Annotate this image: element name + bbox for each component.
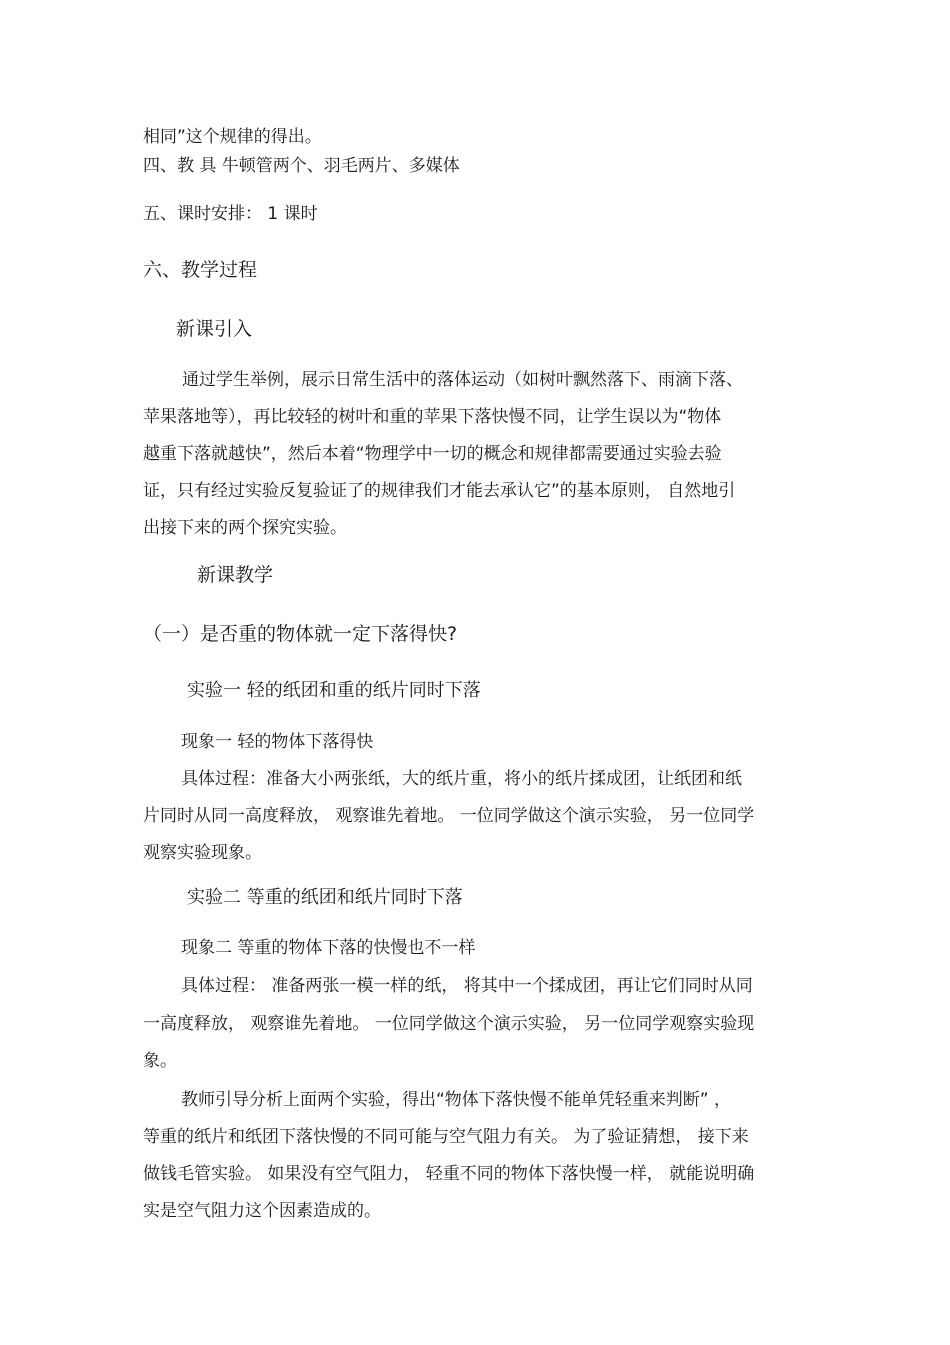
paragraph-line: 片同时从同一高度释放， 观察谁先着地。 一位同学做这个演示实验， 另一位同学 bbox=[143, 806, 755, 826]
paragraph-line: 实是空气阻力这个因素造成的。 bbox=[143, 1201, 381, 1221]
paragraph-line: 观察实验现象。 bbox=[143, 843, 262, 863]
experiment-title: 实验一 轻的纸团和重的纸片同时下落 bbox=[187, 680, 481, 701]
section-heading: 六、教学过程 bbox=[143, 259, 258, 281]
paragraph-line: 具体过程：准备大小两张纸，大的纸片重，将小的纸片揉成团，让纸团和纸 bbox=[181, 769, 742, 789]
paragraph-line: 一高度释放， 观察谁先着地。 一位同学做这个演示实验， 另一位同学观察实验现 bbox=[143, 1014, 755, 1034]
paragraph-line: 越重下落就越快”，然后本着“物理学中一切的概念和规律都需要通过实验去验 bbox=[143, 444, 722, 464]
experiment-title: 实验二 等重的纸团和纸片同时下落 bbox=[187, 887, 463, 908]
phenomenon-label: 现象二 等重的物体下落的快慢也不一样 bbox=[181, 938, 476, 958]
subsection-heading: 新课引入 bbox=[176, 318, 253, 340]
subsection-heading: 新课教学 bbox=[197, 564, 274, 586]
paragraph-line: 等重的纸片和纸团下落快慢的不同可能与空气阻力有关。 为了验证猜想， 接下来 bbox=[143, 1127, 749, 1147]
paragraph-line: 做钱毛管实验。 如果没有空气阻力， 轻重不同的物体下落快慢一样， 就能说明确 bbox=[143, 1164, 755, 1184]
paragraph-line: 出接下来的两个探究实验。 bbox=[143, 518, 347, 538]
paragraph-line: 证，只有经过实验反复验证了的规律我们才能去承认它”的基本原则， 自然地引 bbox=[143, 481, 736, 501]
paragraph-line: 具体过程： 准备两张一模一样的纸， 将其中一个揉成团，再让它们同时从同 bbox=[181, 976, 753, 996]
phenomenon-label: 现象一 轻的物体下落得快 bbox=[181, 732, 374, 752]
text-line: 五、课时安排： 1 课时 bbox=[143, 204, 318, 224]
paragraph-line: 象。 bbox=[143, 1051, 177, 1071]
question-heading: （一）是否重的物体就一定下落得快? bbox=[143, 623, 458, 645]
paragraph-line: 苹果落地等），再比较轻的树叶和重的苹果下落快慢不同，让学生误以为“物体 bbox=[143, 407, 722, 427]
text-line: 四、教 具 牛顿管两个、羽毛两片、多媒体 bbox=[143, 156, 460, 176]
text-line: 相同”这个规律的得出。 bbox=[143, 127, 322, 147]
paragraph-line: 通过学生举例，展示日常生活中的落体运动（如树叶飘然落下、雨滴下落、 bbox=[182, 370, 743, 390]
paragraph-line: 教师引导分析上面两个实验，得出“物体下落快慢不能单凭轻重来判断” ， bbox=[181, 1090, 732, 1110]
